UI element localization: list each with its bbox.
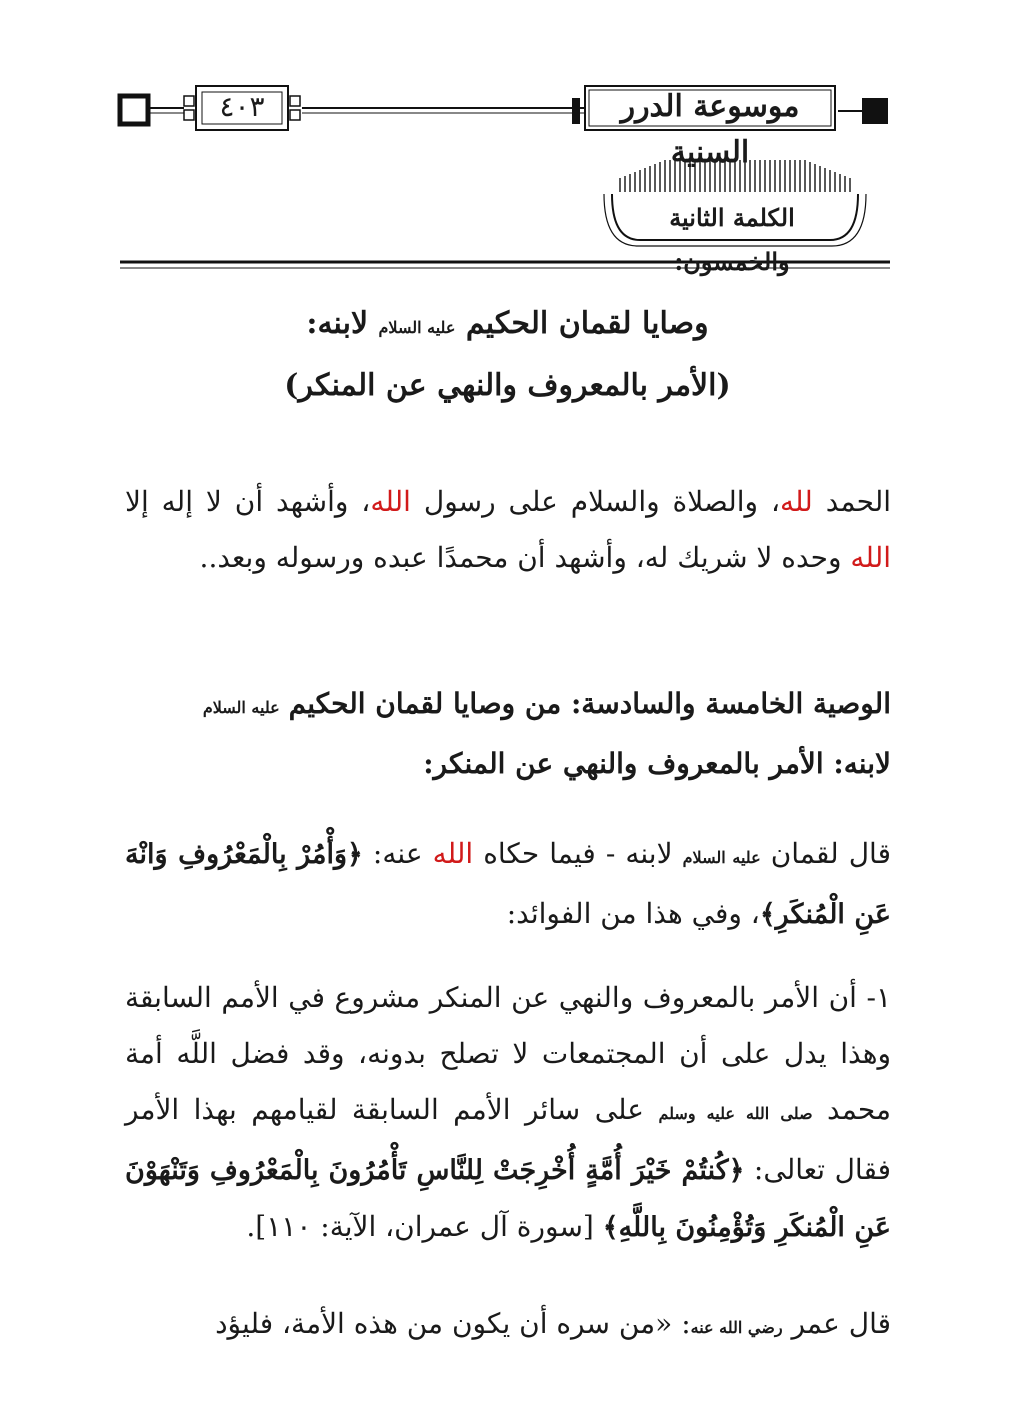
header-ornament <box>0 0 1015 280</box>
allah-word: الله <box>370 485 411 518</box>
intro-paragraph <box>125 474 891 586</box>
para3-text-2: : «من سره أن يكون من هذه الأمة، فليؤد <box>215 1307 691 1340</box>
heading-line2: لابنه: الأمر بالمعروف والنهي عن المنكر: <box>423 747 891 780</box>
paragraph-2 <box>125 970 891 1256</box>
section-label: الكلمة الثانية والخمسون: <box>669 203 795 276</box>
para2-text-3: [سورة آل عمران، الآية: ١١٠]. <box>246 1210 594 1243</box>
page-title-line1 <box>80 306 935 341</box>
para2-text-1: ١- أن الأمر بالمعروف والنهي عن المنكر مشروع في الأمم السابقة وهذا يدل على أن المجتمعات لا تصلح بدونه، وقد فضل اللَّه أمة محمد <box>125 981 891 1126</box>
intro-text-1: الحمد <box>825 485 892 518</box>
page-header <box>0 0 1015 280</box>
intro-text-4: وحده لا شريك له، وأشهد أن محمدًا عبده ورسوله وبعد.. <box>199 541 842 574</box>
header-square-right <box>862 98 888 124</box>
heading-label: الوصية الخامسة والسادسة <box>581 687 891 720</box>
intro-text-2: ، والصلاة والسلام على رسول <box>423 485 780 518</box>
page-title-line2: (الأمر بالمعروف والنهي عن المنكر) <box>284 368 731 403</box>
para1-text-2: لابنه - فيما حكاه <box>483 837 673 870</box>
para1-text-4: ، وفي هذا من الفوائد: <box>506 897 760 930</box>
title-end: لابنه: <box>306 306 369 341</box>
paragraph-3 <box>125 1296 891 1356</box>
para2-text-2: على سائر الأمم السابقة لقيامهم بهذا الأمر فقال تعالى: <box>125 1093 891 1186</box>
honorific-alayhissalam: عليه السلام <box>202 698 280 717</box>
honorific-salallahu: صلى الله عليه وسلم <box>658 1104 813 1123</box>
honorific-radiallahu: رضي الله عنه <box>690 1318 783 1337</box>
para1-text-1: قال لقمان <box>770 837 891 870</box>
allah-word: الله <box>850 541 891 574</box>
page-number: ٤٠٣ <box>219 90 265 123</box>
honorific-alayhissalam: عليه السلام <box>682 848 761 867</box>
honorific-alayhissalam: عليه السلام <box>378 318 456 337</box>
title-text: وصايا لقمان الحكيم <box>465 306 709 341</box>
quran-verse: ﴿كُنتُمْ خَيْرَ أُمَّةٍ أُخْرِجَتْ لِلنَّاسِ تَأْمُرُونَ بِالْمَعْرُوفِ وَتَنْهَوْنَ عَنِ الْمُنكَرِ وَتُؤْمِنُونَ بِاللَّهِ﴾ <box>125 1155 891 1243</box>
quran-verse: ﴿وَأْمُرْ بِالْمَعْرُوفِ وَانْهَ عَنِ الْمُنكَرِ﴾ <box>125 839 891 930</box>
heading-text: : من وصايا لقمان الحكيم <box>288 687 582 720</box>
para3-text-1: قال عمر <box>791 1307 891 1340</box>
allah-word: لله <box>780 485 813 518</box>
para1-text-3: عنه: <box>372 837 423 870</box>
intro-text-3: ، وأشهد أن لا إله إلا <box>125 485 371 518</box>
paragraph-1 <box>125 826 891 943</box>
book-title: موسوعة الدرر السنية <box>620 89 800 170</box>
allah-word: الله <box>432 837 474 870</box>
section-heading <box>125 676 891 792</box>
